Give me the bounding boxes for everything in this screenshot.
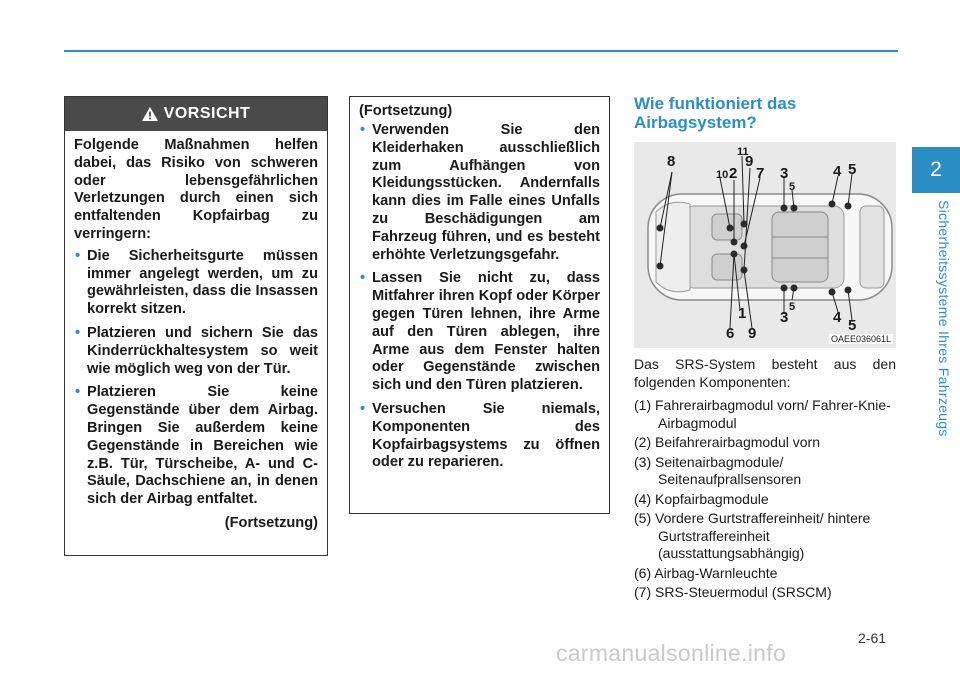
- header-rule: [64, 50, 898, 52]
- caution-item: • Platzieren Sie keine Gegenstände über dem Airbag. Bringen Sie außerdem keine Gegenstände in Bereichen wie z.B. Tür, Türscheibe, A- und C-Säule, Dachschiene an, in denen sich der Airbag entfaltet.: [74, 384, 318, 509]
- caution-item: • Lassen Sie nicht zu, dass Mitfahrer ihren Kopf oder Körper gegen Türen lehnen, ihre Arme auf den Türen ablegen, ihre Arme aus dem Fenster halten oder Gegenstände zwischen sich und den Türen platzieren.: [359, 270, 600, 395]
- component-item: (4) Kopfairbagmodule: [634, 490, 769, 507]
- diagram-label: 5: [848, 317, 857, 334]
- caution-box: [64, 96, 328, 556]
- component-item: (6) Airbag-Warnleuchte: [634, 564, 778, 581]
- component-list: [634, 397, 904, 604]
- figure-code: OAEE036061L: [830, 334, 891, 344]
- caution-item: • Versuchen Sie niemals, Komponenten des Kopfairbagsystems zu öffnen oder zu reparieren.: [359, 401, 600, 472]
- caution-header: [65, 97, 327, 131]
- caution-continued-header: (Fortsetzung): [359, 103, 453, 119]
- section-heading: Wie funktioniert das Airbagsystem?: [634, 94, 797, 132]
- diagram-label: 6: [726, 325, 735, 342]
- component-item: (1) Fahrerairbagmodul vorn/ Fahrer-Knie-Airbagmodul: [634, 397, 891, 431]
- diagram-label: 10: [716, 169, 729, 181]
- diagram-label: 5: [789, 301, 796, 313]
- diagram-label: 1: [738, 305, 747, 322]
- diagram-label: 9: [745, 153, 754, 170]
- diagram-label: 8: [667, 153, 676, 170]
- diagram-label: 5: [789, 181, 796, 193]
- page-number: 2-61: [858, 630, 887, 646]
- diagram-label: 3: [780, 165, 789, 182]
- component-item: (2) Beifahrerairbagmodul vorn: [634, 434, 820, 450]
- component-item: (5) Vordere Gurtstraffereinheit/ hintere Gurtstraffereinheit (ausstattungsabhängig): [634, 510, 871, 561]
- car-topview-illustration: [634, 142, 896, 348]
- continued-label: (Fortsetzung): [224, 514, 318, 531]
- caution-title: VORSICHT: [163, 105, 251, 122]
- caution-item: • Platzieren und sichern Sie das Kinderrückhaltesystem so weit wie möglich weg von der Tür.: [74, 325, 318, 378]
- caution-continued-box: [349, 96, 610, 514]
- diagram-label: 11: [737, 146, 749, 158]
- component-item: (3) Seitenairbagmodule/ Seitenaufprallsensoren: [634, 453, 802, 487]
- caution-item: • Verwenden Sie den Kleiderhaken ausschließlich zum Aufhängen von Kleidungsstücken. Andernfalls kann dies im Falle eines Unfalls zu Beschädigungen am Fahrzeug führen, und es besteht erhöhte Verletzungsgefahr.: [359, 122, 600, 264]
- airbag-diagram: [634, 142, 896, 348]
- chapter-title: Sicherheitssysteme Ihres Fahrzeugs: [936, 200, 952, 437]
- diagram-label: 2: [729, 165, 738, 182]
- caution-intro: Folgende Maßnahmen helfen dabei, das Risiko von schweren oder lebensgefährlichen Verletzungen durch einen sich entfaltenden Kopfairbag zu verringern:: [74, 137, 318, 242]
- diagram-label: 4: [833, 309, 842, 326]
- diagram-label: 4: [833, 163, 842, 180]
- chapter-number-badge: 2: [912, 147, 960, 193]
- watermark: carmanualsonline.info: [556, 640, 787, 666]
- warning-triangle-icon: [142, 107, 158, 121]
- caution-item: • Die Sicherheitsgurte müssen immer angelegt werden, um zu gewährleisten, dass die Insassen korrekt sitzen.: [74, 248, 318, 319]
- intro-text: Das SRS-System besteht aus den folgenden Komponenten:: [634, 356, 896, 390]
- caution-continued-list: [359, 122, 600, 472]
- caution-list: [74, 248, 318, 509]
- diagram-label: 3: [780, 309, 789, 326]
- component-item: (7) SRS-Steuermodul (SRSCM): [634, 584, 832, 600]
- diagram-label: 7: [756, 165, 765, 182]
- diagram-label: 5: [848, 161, 857, 178]
- diagram-label: 9: [748, 325, 757, 342]
